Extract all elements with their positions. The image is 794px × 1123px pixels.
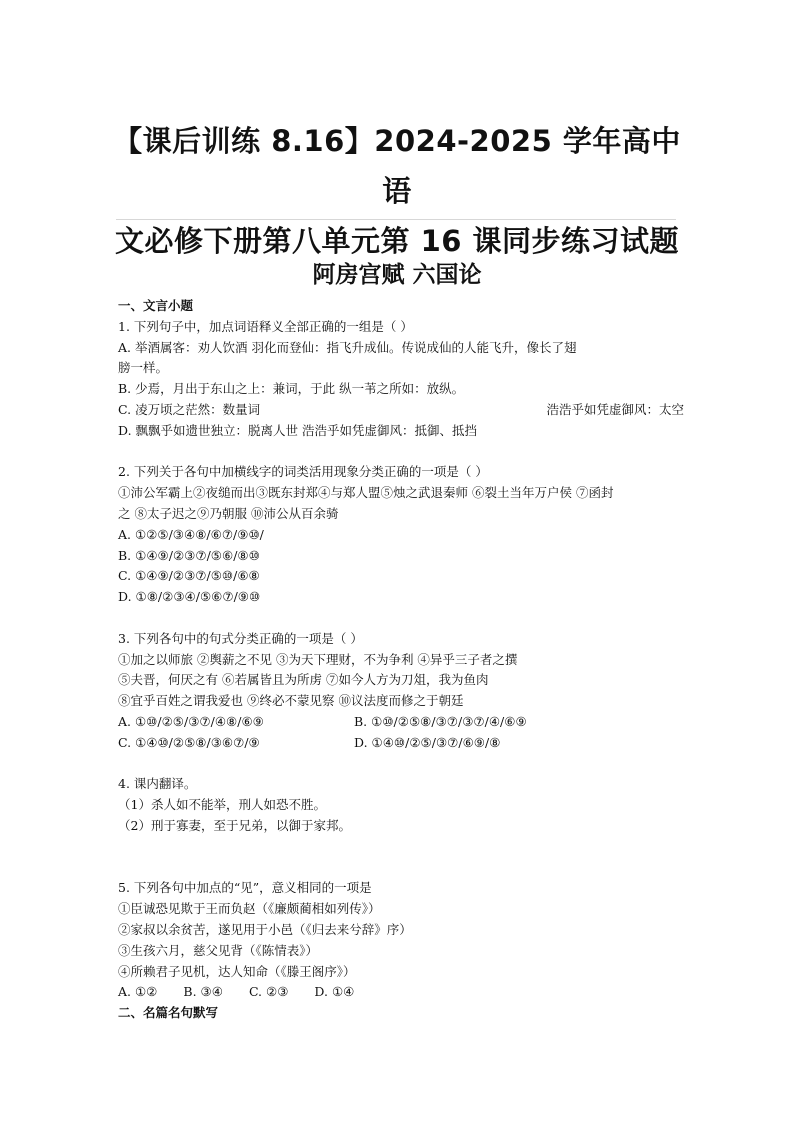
option-c-left: C. 凌万顷之茫然：数量词	[118, 401, 261, 417]
title-divider	[116, 219, 676, 220]
option-b: B. ①④⑨/②③⑦/⑤⑥/⑧⑩	[118, 547, 260, 563]
question-3	[118, 629, 684, 754]
document-title	[100, 116, 694, 266]
question-stem: 5. 下列各句中加点的“见”，意义相同的一项是	[118, 880, 372, 896]
option-d: D. ①⑧/②③④/⑤⑥⑦/⑨⑩	[118, 589, 261, 605]
question-items: ①加之以师旅 ②舆薪之不见 ③为天下理财，不为争利 ④异乎三子者之撰	[118, 651, 518, 667]
question-stem: 1. 下列句子中，加点词语释义全部正确的一组是（ ）	[118, 318, 413, 334]
option-a: A. ①⑩/②⑤/③⑦/④⑧/⑥⑨	[118, 713, 264, 729]
option-c: C. ①④⑩/②⑤⑧/③⑥⑦/⑨	[118, 734, 260, 750]
spacer	[118, 754, 684, 775]
question-1	[118, 317, 684, 442]
question-2	[118, 462, 684, 608]
option-b: B. ①⑩/②⑤⑧/③⑦/③⑦/④/⑥⑨	[354, 713, 527, 729]
question-stem: 3. 下列各句中的句式分类正确的一项是（ ）	[118, 630, 363, 646]
option-c-right: 浩浩乎如凭虚御风：太空	[546, 401, 684, 417]
section-heading-recitation: 二、名篇名句默写	[118, 1005, 219, 1021]
exercise-content	[118, 296, 684, 1024]
title-line-1: 【课后训练 8.16】2024-2025 学年高中语	[113, 124, 681, 208]
options-row-cd	[118, 733, 684, 754]
question-5	[118, 878, 684, 1003]
option-d: D. ①④⑩/②⑤/③⑦/⑥⑨/⑧	[354, 734, 501, 750]
option-a: A. 举酒属客：劝人饮酒 羽化而登仙：指飞升成仙。传说成仙的人能飞升，像长了翅	[118, 339, 577, 355]
option-a-continued: 膀一样。	[118, 360, 169, 376]
question-item-3: ③生孩六月，慈父见背（《陈情表》）	[118, 942, 319, 958]
question-items-continued: ⑤夫晋，何厌之有 ⑥若属皆且为所虏 ⑦如今人方为刀俎，我为鱼肉	[118, 672, 489, 688]
option-d: D. ①④	[314, 984, 355, 1000]
options-row-ab	[118, 712, 684, 733]
question-stem: 2. 下列关于各句中加横线字的词类活用现象分类正确的一项是（ ）	[118, 464, 488, 480]
options-row	[118, 982, 684, 1003]
option-d: D. 飘飘乎如遗世独立：脱离人世 浩浩乎如凭虚御风：抵御、抵挡	[118, 422, 477, 438]
option-c: C. ②③	[248, 984, 289, 1000]
option-b: B. 少焉，月出于东山之上：兼词，于此 纵一苇之所如：放纵。	[118, 381, 465, 397]
question-stem: 4. 课内翻译。	[118, 776, 197, 792]
option-a: A. ①②⑤/③④⑧/⑥⑦/⑨⑩/	[118, 526, 264, 542]
spacer	[118, 608, 684, 629]
question-items-continued: 之 ⑧太子迟之⑨乃朝服 ⑩沛公从百余骑	[118, 505, 339, 521]
question-items-continued: ⑧宜乎百姓之谓我爱也 ⑨终必不蒙见察 ⑩议法度而修之于朝廷	[118, 693, 464, 709]
option-c	[118, 400, 684, 421]
question-items: ①沛公军霸上②夜缒而出③既东封郑④与郑人盟⑤烛之武退秦师 ⑥裂土当年万户侯 ⑦函封	[118, 485, 614, 501]
question-item-2: ②家叔以余贫苦，遂见用于小邑（《归去来兮辞》序）	[118, 921, 412, 937]
document-subtitle: 阿房宫赋 六国论	[312, 262, 482, 288]
section-heading-classical: 一、文言小题	[118, 298, 194, 313]
option-b: B. ③④	[183, 984, 223, 1000]
option-a: A. ①②	[118, 984, 158, 1000]
translation-sentence-1: （1）杀人如不能举，刑人如恐不胜。	[118, 797, 326, 813]
option-c: C. ①④⑨/②③⑦/⑤⑩/⑥⑧	[118, 568, 260, 584]
question-item-4: ④所赖君子见机，达人知命（《滕王阁序》）	[118, 963, 356, 979]
spacer	[118, 442, 684, 463]
question-item-1: ①臣诚恐见欺于王而负赵（《廉颇蔺相如列传》）	[118, 901, 381, 917]
spacer	[118, 837, 684, 879]
translation-sentence-2: （2）刑于寡妻，至于兄弟，以御于家邦。	[118, 817, 351, 833]
title-line-2: 文必修下册第八单元第 16 课同步练习试题	[114, 224, 680, 258]
question-4	[118, 774, 684, 836]
